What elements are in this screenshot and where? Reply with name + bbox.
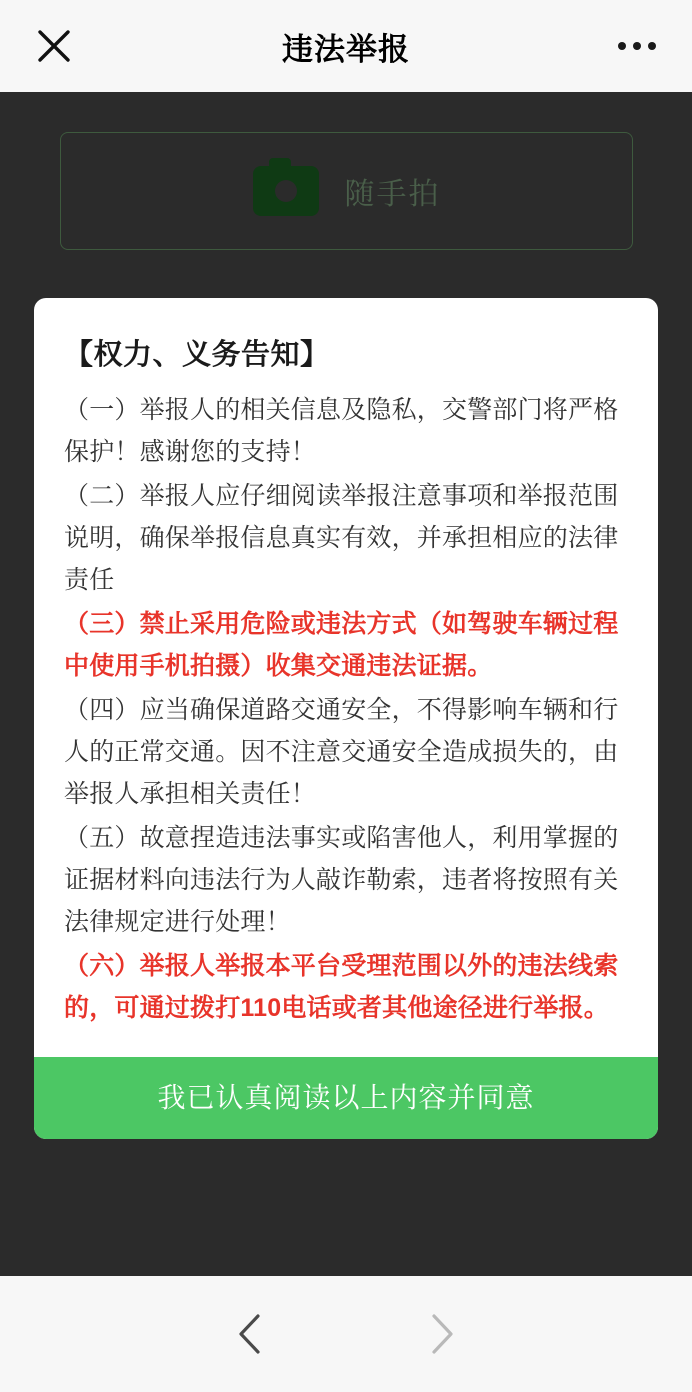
notice-paragraph-3: （三）禁止采用危险或违法方式（如驾驶车辆过程中使用手机拍摄）收集交通违法证据。 <box>64 610 619 680</box>
agree-button[interactable]: 我已认真阅读以上内容并同意 <box>34 1057 658 1139</box>
chevron-right-icon[interactable] <box>416 1308 468 1360</box>
notice-paragraph-5: （五）故意捏造违法事实或陷害他人，利用掌握的证据材料向违法行为人敲诈勒索，违者将按照有关法律规定进行处理！ <box>64 824 619 936</box>
notice-card <box>34 298 658 1139</box>
notice-paragraph-6: （六）举报人举报本平台受理范围以外的违法线索的，可通过拨打110电话或者其他途径进行举报。 <box>64 952 619 1022</box>
notice-title: 【权力、义务告知】 <box>64 339 330 371</box>
camera-icon <box>253 166 319 216</box>
snap-photo-button[interactable] <box>60 132 633 250</box>
snap-photo-label: 随手拍 <box>344 178 441 211</box>
navigation-bar <box>0 0 692 92</box>
more-dots-glyph <box>618 42 656 50</box>
bottom-navigation-bar <box>0 1276 692 1392</box>
more-dots-icon[interactable] <box>610 24 664 68</box>
notice-paragraph-2: （二）举报人应仔细阅读举报注意事项和举报范围说明，确保举报信息真实有效，并承担相应的法律责任 <box>64 482 619 594</box>
page-title: 违法举报 <box>282 31 410 67</box>
notice-card-body <box>34 298 658 1057</box>
chevron-left-icon[interactable] <box>224 1308 276 1360</box>
close-icon[interactable] <box>32 24 76 68</box>
notice-paragraph-1: （一）举报人的相关信息及隐私，交警部门将严格保护！感谢您的支持！ <box>64 396 619 466</box>
notice-paragraph-4: （四）应当确保道路交通安全，不得影响车辆和行人的正常交通。因不注意交通安全造成损失的，由举报人承担相关责任！ <box>64 696 619 808</box>
page-content <box>0 92 692 1276</box>
